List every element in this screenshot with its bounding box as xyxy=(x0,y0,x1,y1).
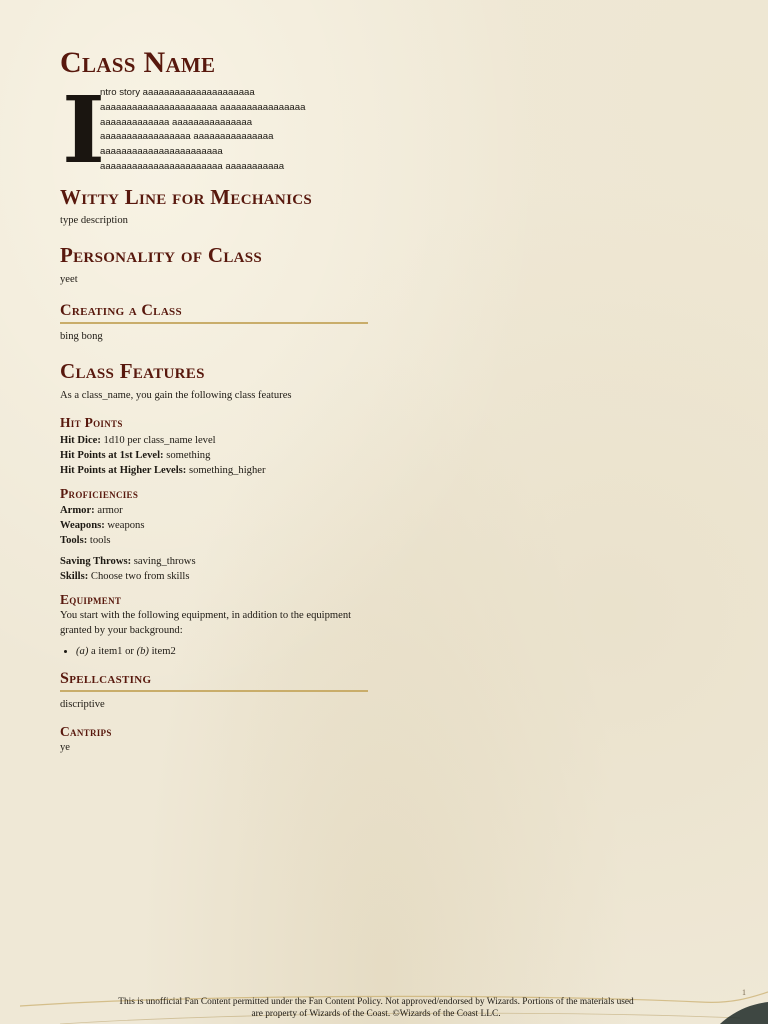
option-b-text: item2 xyxy=(148,646,176,657)
intro-block xyxy=(60,76,368,184)
option-b-marker: (b) xyxy=(136,646,149,657)
witty-heading: Witty Line for Mechanics xyxy=(60,185,312,209)
equipment-text: You start with the following equipment, in addition to the equipment granted by your background: xyxy=(60,610,352,636)
row-label: Hit Dice: xyxy=(60,435,101,446)
spellcasting-heading: Spellcasting xyxy=(60,669,368,692)
row-value: Choose two from skills xyxy=(88,571,190,582)
personality-text: yeet xyxy=(60,274,78,285)
row-value: weapons xyxy=(104,520,145,531)
intro-line: aaaaaaaaaaaaa aaaaaaaaaaaaaaa xyxy=(100,116,253,128)
saving-throws-row xyxy=(60,554,368,569)
row-value: something_higher xyxy=(186,465,266,476)
witty-text: type description xyxy=(60,215,128,226)
content-column xyxy=(60,46,368,755)
proficiencies-list xyxy=(60,503,368,548)
personality-heading: Personality of Class xyxy=(60,243,263,267)
row-label: Tools: xyxy=(60,535,88,546)
option-a-marker: (a) xyxy=(76,646,89,657)
tools-row xyxy=(60,533,368,548)
row-value: tools xyxy=(87,535,111,546)
skills-row xyxy=(60,569,368,584)
row-label: Skills: xyxy=(60,571,89,582)
row-value: armor xyxy=(94,505,123,516)
page-title: Class Name xyxy=(60,46,216,79)
option-a-text: a item1 or xyxy=(88,646,137,657)
creating-text: bing bong xyxy=(60,331,103,342)
spellcasting-text: discriptive xyxy=(60,699,105,710)
row-value: 1d10 per class_name level xyxy=(100,435,216,446)
footer-line-2: are property of Wizards of the Coast. ©Wizards of the Coast LLC. xyxy=(251,1009,501,1019)
creating-heading: Creating a Class xyxy=(60,301,368,324)
intro-line: aaaaaaaaaaaaaaaaaaaaaa aaaaaaaaaaaaaaaa xyxy=(100,101,306,113)
proficiencies-heading: Proficiencies xyxy=(60,486,139,501)
row-value: something xyxy=(163,450,211,461)
row-label: Armor: xyxy=(60,505,95,516)
intro-text xyxy=(100,86,370,175)
armor-row xyxy=(60,503,368,518)
hp-higher-levels-row xyxy=(60,463,368,478)
intro-line: aaaaaaaaaaaaaaaaaaaaaaa aaaaaaaaaaa xyxy=(100,160,285,172)
row-label: Hit Points at Higher Levels: xyxy=(60,465,187,476)
list-item xyxy=(76,644,368,659)
features-heading: Class Features xyxy=(60,359,205,383)
saves-skills-list xyxy=(60,554,368,584)
row-label: Saving Throws: xyxy=(60,556,132,567)
footer-line-1: This is unofficial Fan Content permitted under the Fan Content Policy. Not approved/endorsed by Wizards. Portions of the materials used xyxy=(118,997,634,1007)
cantrips-text: ye xyxy=(60,742,70,753)
intro-line: aaaaaaaaaaaaaaaaaaaaaaa xyxy=(100,146,223,158)
weapons-row xyxy=(60,518,368,533)
equipment-list xyxy=(60,644,368,659)
intro-line: aaaaaaaaaaaaaaaaa aaaaaaaaaaaaaaa xyxy=(100,131,274,143)
footer-disclaimer xyxy=(56,996,696,1020)
cantrips-heading: Cantrips xyxy=(60,724,112,739)
row-label: Hit Points at 1st Level: xyxy=(60,450,164,461)
equipment-heading: Equipment xyxy=(60,592,122,607)
hit-points-heading: Hit Points xyxy=(60,415,123,430)
features-text: As a class_name, you gain the following class features xyxy=(60,390,292,401)
hp-first-level-row xyxy=(60,448,368,463)
row-label: Weapons: xyxy=(60,520,105,531)
hit-points-list xyxy=(60,433,368,478)
hit-dice-row xyxy=(60,433,368,448)
row-value: saving_throws xyxy=(131,556,196,567)
intro-line: ntro story aaaaaaaaaaaaaaaaaaaaa xyxy=(100,87,255,98)
dropcap: I xyxy=(62,76,106,184)
page-number: 1 xyxy=(742,988,746,997)
